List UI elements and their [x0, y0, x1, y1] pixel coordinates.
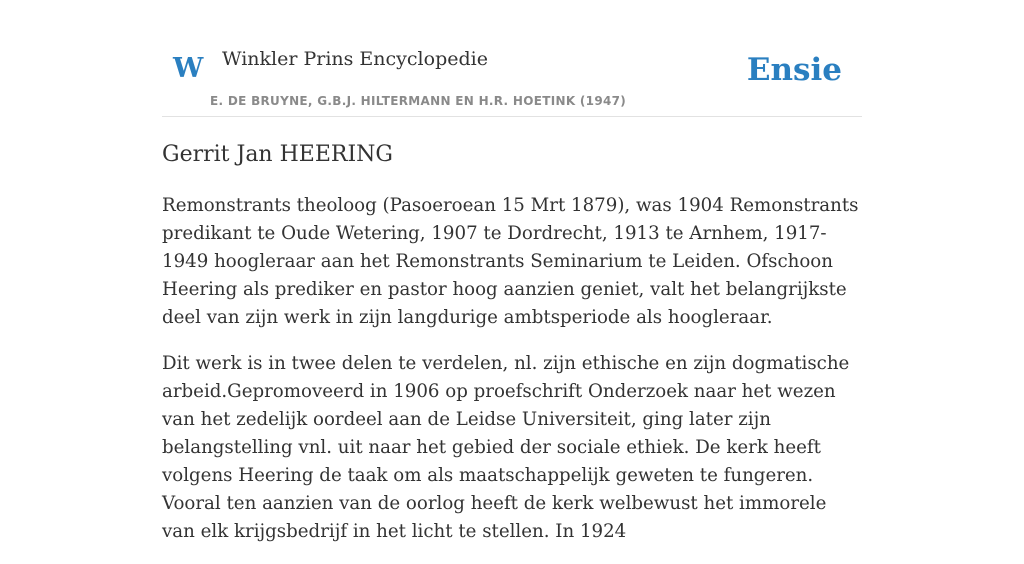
winkler-prins-logo[interactable]: W	[173, 53, 204, 84]
article-body	[162, 192, 862, 546]
article-title: Gerrit Jan HEERING	[162, 142, 393, 167]
article-paragraph: Dit werk is in twee delen te verdelen, nl. zijn ethische en zijn dogmatische arbeid.Gepromoveerd in 1906 op proefschrift Onderzoek naar het wezen van het zedelijk oordeel aan de Leidse Universiteit, ging later zijn belangstelling vnl. uit naar het gebied der sociale ethiek. De kerk heeft volgens Heering de taak om als maatschappelijk geweten te fungeren. Vooral ten aanzien van de oorlog heeft de kerk welbewust het immorele van elk krijgsbedrijf in het licht te stellen. In 1924	[162, 353, 850, 542]
site-header	[162, 0, 862, 117]
site-title[interactable]: Winkler Prins Encyclopedie	[222, 48, 488, 70]
ensie-logo[interactable]: Ensie	[746, 52, 842, 88]
article-paragraph: Remonstrants theoloog (Pasoeroean 15 Mrt 1879), was 1904 Remonstrants predikant te Oude Wetering, 1907 te Dordrecht, 1913 te Arnhem, 1917-1949 hoogleraar aan het Remonstrants Seminarium te Leiden. Ofschoon Heering als prediker en pastor hoog aanzien geniet, valt het belangrijkste deel van zijn werk in zijn langdurige ambtsperiode als hoogleraar.	[162, 195, 859, 328]
article	[162, 138, 862, 564]
authors-line: E. DE BRUYNE, G.B.J. HILTERMANN EN H.R. HOETINK (1947)	[210, 94, 627, 108]
